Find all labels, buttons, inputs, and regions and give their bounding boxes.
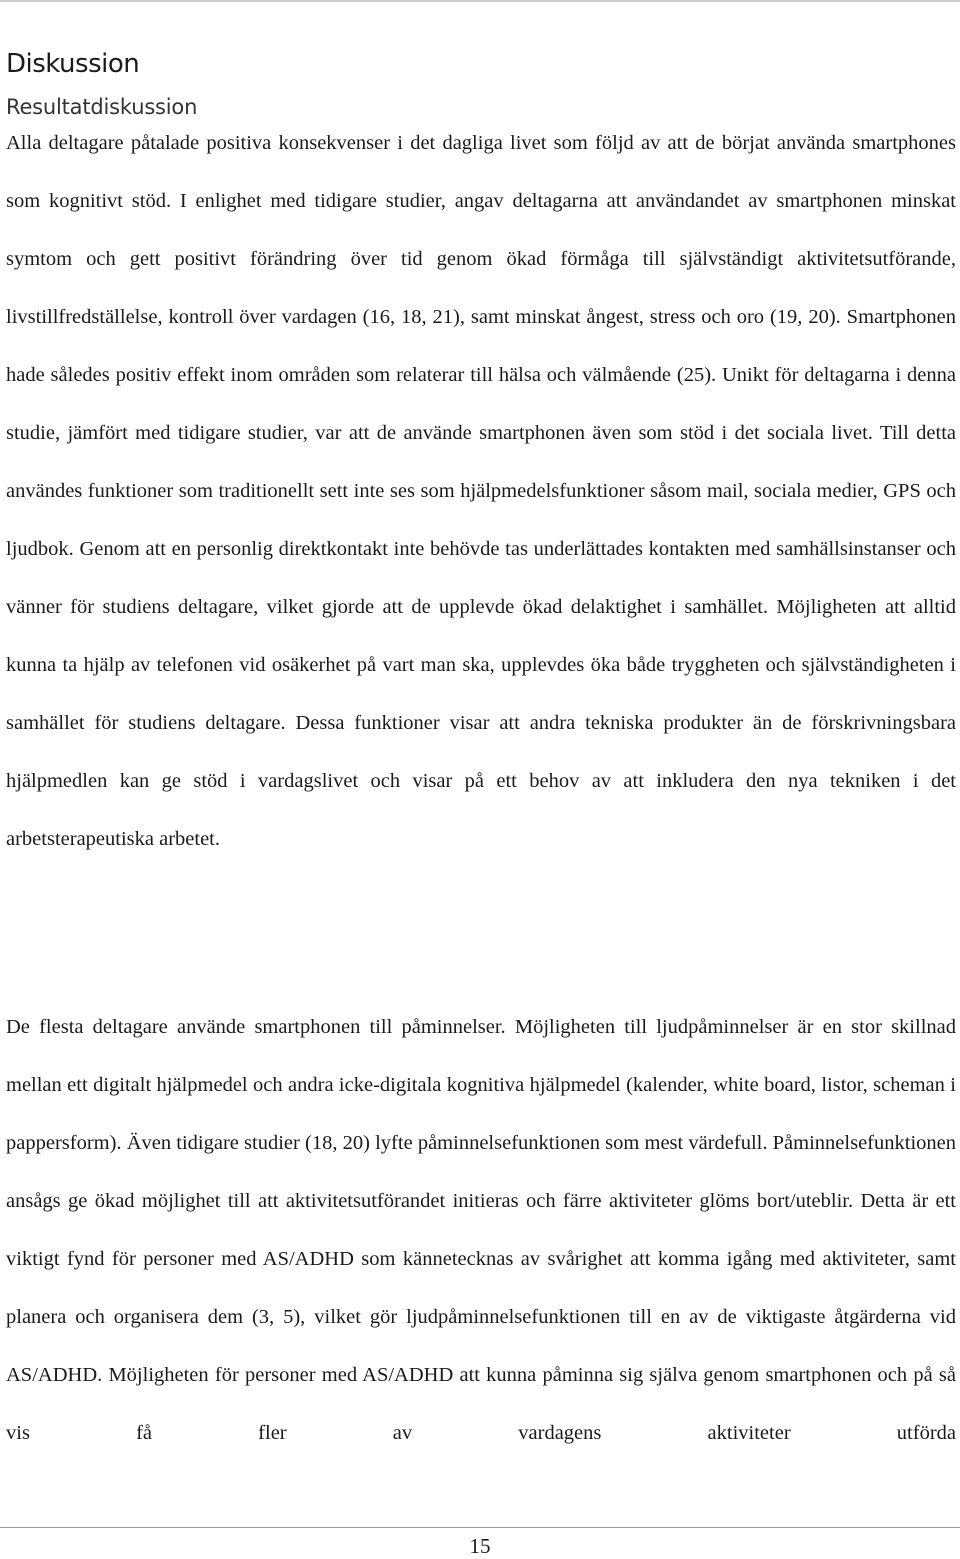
section-heading: Diskussion	[6, 49, 140, 79]
subsection-heading: Resultatdiskussion	[6, 95, 198, 119]
body-paragraph-2: De flesta deltagare använde smartphonen till påminnelser. Möjligheten till ljudpåminnelser är en stor skillnad mellan ett digitalt hjälpmedel och andra icke-digitala kognitiva hjälpmedel (kalender, white board, listor, scheman i pappersform). Även tidigare studier (18, 20) lyfte påminnelsefunktionen som mest värdefull. Påminnelsefunktionen ansågs ge ökad möjlighet till att aktivitetsutförandet initieras och färre aktiviteter glöms bort/uteblir. Detta är ett viktigt fynd för personer med AS/ADHD som kännetecknas av svårighet att komma igång med aktiviteter, samt planera och organisera dem (3, 5), vilket gör ljudpåminnelsefunktionen till en av de viktigaste åtgärderna vid AS/ADHD. Möjligheten för personer med AS/ADHD att kunna påminna sig själva genom smartphonen och på så vis få fler av vardagens aktiviteter utförda	[6, 1016, 956, 1444]
body-paragraph-1: Alla deltagare påtalade positiva konsekvenser i det dagliga livet som följd av att de börjat använda smartphones som kognitivt stöd. I enlighet med tidigare studier, angav deltagarna att användandet av smartphonen minskat symtom och gett positivt förändring över tid genom ökad förmåga till självständigt aktivitetsutförande, livstillfredställelse, kontroll över vardagen (16, 18, 21), samt minskat ångest, stress och oro (19, 20). Smartphonen hade således positiv effekt inom områden som relaterar till hälsa och välmående (25). Unikt för deltagarna i denna studie, jämfört med tidigare studier, var att de använde smartphonen även som stöd i det sociala livet. Till detta användes funktioner som traditionellt sett inte ses som hjälpmedelsfunktioner såsom mail, sociala medier, GPS och ljudbok. Genom att en personlig direktkontakt inte behövde tas underlättades kontakten med samhällsinstanser och vänner för studiens deltagare, vilket gjorde att de upplevde ökad delaktighet i samhället. Möjligheten att alltid kunna ta hjälp av telefonen vid osäkerhet på vart man ska, upplevdes öka både tryggheten och självständigheten i samhället för studiens deltagare. Dessa funktioner visar att andra tekniska produkter än de förskrivningsbara hjälpmedlen kan ge stöd i vardagslivet och visar på ett behov av att inkludera den nya tekniken i det arbetsterapeutiska arbetet.	[6, 132, 956, 850]
page-number: 15	[469, 1534, 491, 1558]
top-divider	[0, 0, 960, 2]
footer-divider	[0, 1527, 960, 1528]
